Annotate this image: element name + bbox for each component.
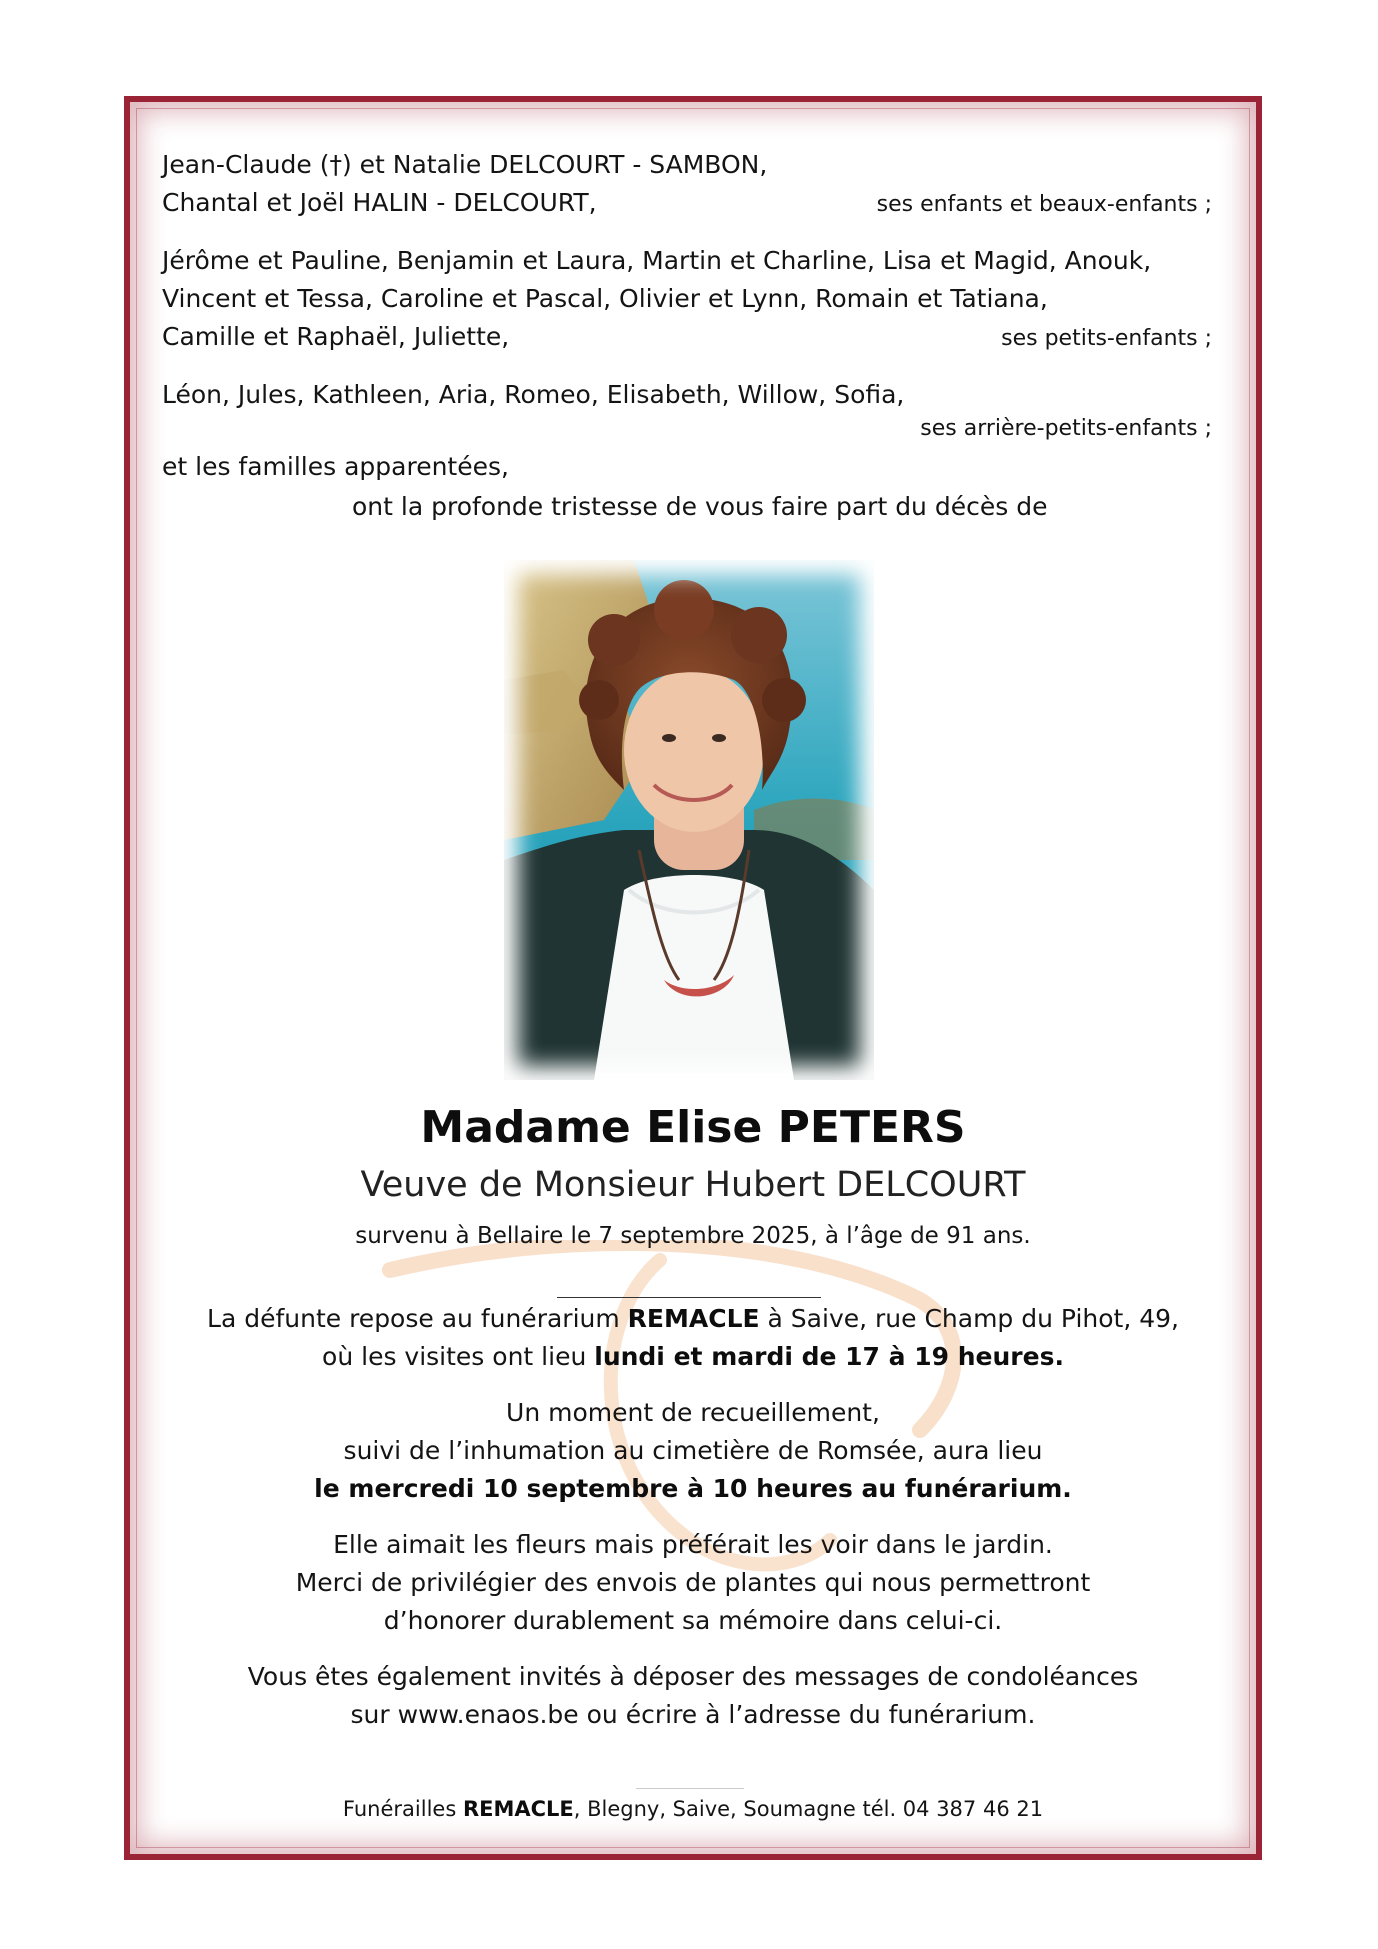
visitation-line-1: [124, 1300, 1262, 1338]
footer-rest: , Blegny, Saive, Soumagne tél. 04 387 46 21: [573, 1797, 1044, 1821]
section-divider: [557, 1297, 821, 1298]
label-great-grandchildren: ses arrière-petits-enfants ;: [920, 416, 1212, 441]
grandchildren-line-2: Vincent et Tessa, Caroline et Pascal, Olivier et Lynn, Romain et Tatiana,: [162, 284, 1048, 313]
ceremony-line-2: suivi de l’inhumation au cimetière de Romsée, aura lieu: [343, 1436, 1043, 1465]
death-info-line: survenu à Bellaire le 7 septembre 2025, à l’âge de 91 ans.: [355, 1223, 1031, 1249]
flowers-line-2: Merci de privilégier des envois de plantes qui nous permettront: [295, 1568, 1091, 1597]
funeral-home-name: REMACLE: [627, 1304, 760, 1333]
label-grandchildren: ses petits-enfants ;: [1001, 326, 1212, 351]
portrait-illustration: [504, 560, 874, 1080]
flowers-line-3: d’honorer durablement sa mémoire dans celui-ci.: [383, 1606, 1003, 1635]
grandchildren-line-3: Camille et Raphaël, Juliette,: [162, 322, 510, 351]
announcement-line: ont la profonde tristesse de vous faire part du décès de: [352, 492, 1048, 521]
visitation-line-2: [124, 1338, 1262, 1376]
label-children: ses enfants et beaux-enfants ;: [876, 192, 1212, 217]
footer-line: [124, 1790, 1262, 1828]
ceremony-line-3: [124, 1470, 1262, 1508]
visitation-text-b: à Saive, rue Champ du Pihot, 49,: [759, 1304, 1179, 1333]
great-grandchildren-line: Léon, Jules, Kathleen, Aria, Romeo, Elisabeth, Willow, Sofia,: [162, 380, 905, 409]
portrait-photo: [504, 560, 874, 1080]
condolences-line-2: sur www.enaos.be ou écrire à l’adresse du funérarium.: [350, 1700, 1036, 1729]
visitation-hours: lundi et mardi de 17 à 19 heures.: [594, 1342, 1064, 1371]
condolences-line-1: Vous êtes également invités à déposer des messages de condoléances: [247, 1662, 1139, 1691]
family-line-1: Jean-Claude (†) et Natalie DELCOURT - SAMBON,: [162, 150, 768, 179]
ceremony-line-1: Un moment de recueillement,: [506, 1398, 880, 1427]
visitation-text-a: La défunte repose au funérarium: [207, 1304, 628, 1333]
family-line-2: Chantal et Joël HALIN - DELCOURT,: [162, 188, 597, 217]
relatives-line: et les familles apparentées,: [162, 452, 509, 481]
ceremony-date: le mercredi 10 septembre à 10 heures au funérarium.: [314, 1474, 1072, 1503]
deceased-name: Madame Elise PETERS: [420, 1102, 966, 1153]
widow-of-line: Veuve de Monsieur Hubert DELCOURT: [360, 1165, 1026, 1205]
footer-funeral-home: REMACLE: [462, 1797, 574, 1821]
flowers-line-1: Elle aimait les fleurs mais préférait les voir dans le jardin.: [333, 1530, 1053, 1559]
footer-prefix: Funérailles: [342, 1797, 463, 1821]
grandchildren-line-1: Jérôme et Pauline, Benjamin et Laura, Martin et Charline, Lisa et Magid, Anouk,: [162, 246, 1152, 275]
visitation-text-c: où les visites ont lieu: [322, 1342, 595, 1371]
footer-divider: [636, 1788, 744, 1789]
